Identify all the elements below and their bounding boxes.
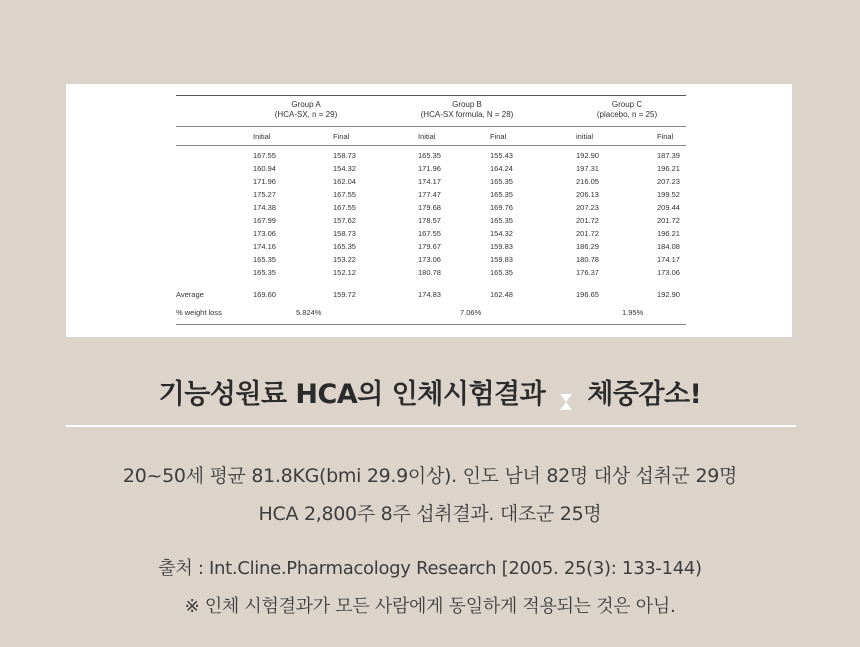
group-sub: (HCA-SX, n = 29) [274,110,338,119]
table-cell: 177.47 [418,190,441,199]
headline-right: 체중감소! [587,379,702,410]
group-name: Group C [611,100,643,109]
header-rule [176,126,686,127]
table-cell: 174.17 [657,255,680,264]
table-cell: 196.21 [657,229,680,238]
table-cell: 152.12 [333,268,356,277]
col-header: Final [333,132,350,141]
col-header: Initial [418,132,436,141]
table-cell: 154.32 [490,229,513,238]
table-cell: 167.55 [333,190,356,199]
col-header: Final [490,132,507,141]
table-cell: 173.06 [418,255,441,264]
table-cell: 165.35 [253,255,276,264]
group-c-header [567,100,687,120]
col-header: Final [657,132,674,141]
col-header: initial [576,132,594,141]
table-cell: 164.24 [490,164,513,173]
table-cell: 178.57 [418,216,441,225]
table-cell: 167.55 [333,203,356,212]
table-cell: 173.06 [253,229,276,238]
study-description-line2: HCA 2,800주 8주 섭취결과. 대조군 25명 [258,503,602,525]
table-cell: 176.37 [576,268,599,277]
table-cell: 167.55 [253,151,276,160]
table-cell: 187.39 [657,151,680,160]
table-cell: 179.68 [418,203,441,212]
average-cell: 174.83 [418,290,441,299]
table-cell: 158.73 [333,151,356,160]
table-cell: 207.23 [576,203,599,212]
weight-loss-cell: 5.824% [296,308,322,317]
table-cell: 174.17 [418,177,441,186]
table-cell: 169.76 [490,203,513,212]
col-header: Initial [253,132,271,141]
table-cell: 171.96 [418,164,441,173]
table-cell: 201.72 [576,229,599,238]
group-name: Group A [291,100,321,109]
headline-left: 기능성원료 HCA의 인체시험결과 [158,379,546,410]
table-cell: 196.21 [657,164,680,173]
table-cell: 162.04 [333,177,356,186]
average-cell: 159.72 [333,290,356,299]
col-header-rule [176,145,686,146]
table-cell: 165.35 [253,268,276,277]
group-a-header [246,100,366,120]
weight-loss-cell: 1.95% [622,308,644,317]
table-cell: 154.32 [333,164,356,173]
table-cell: 179.67 [418,242,441,251]
weight-loss-cell: 7.06% [460,308,482,317]
table-cell: 201.72 [576,216,599,225]
source-citation: 출처 : Int.Cline.Pharmacology Research [2005. 25(3): 133-144) [158,558,702,579]
average-label: Average [176,290,204,299]
group-b-header [407,100,527,120]
disclaimer-note: ※ 인체 시험결과가 모든 사람에게 동일하게 적용되는 것은 아님. [184,596,676,617]
headline [0,372,860,411]
study-table-card [66,84,792,337]
study-description-line1: 20~50세 평균 81.8KG(bmi 29.9이상). 인도 남녀 82명 대상 섭취군 29명 [122,465,738,487]
table-cell: 206.13 [576,190,599,199]
table-cell: 173.06 [657,268,680,277]
group-sub: (placebo, n = 25) [596,110,658,119]
table-cell: 192.90 [576,151,599,160]
table-cell: 180.78 [576,255,599,264]
table-cell: 186.29 [576,242,599,251]
table-cell: 165.35 [490,190,513,199]
table-cell: 216.05 [576,177,599,186]
table-top-rule [176,95,686,96]
table-cell: 165.35 [490,177,513,186]
table-cell: 165.35 [490,216,513,225]
table-cell: 184.08 [657,242,680,251]
table-cell: 167.99 [253,216,276,225]
table-cell: 157.62 [333,216,356,225]
table-cell: 159.83 [490,255,513,264]
table-cell: 175.27 [253,190,276,199]
table-cell: 209.44 [657,203,680,212]
table-cell: 165.35 [418,151,441,160]
table-cell: 155.43 [490,151,513,160]
weight-loss-label: % weight loss [176,308,222,317]
table-cell: 174.38 [253,203,276,212]
table-cell: 165.35 [333,242,356,251]
hourglass-icon [559,387,573,405]
table-cell: 197.31 [576,164,599,173]
average-cell: 169.60 [253,290,276,299]
average-cell: 196.65 [576,290,599,299]
table-cell: 171.96 [253,177,276,186]
table-cell: 199.52 [657,190,680,199]
group-sub: (HCA-SX formula, N = 28) [420,110,514,119]
table-cell: 153.22 [333,255,356,264]
table-cell: 160.94 [253,164,276,173]
table-cell: 180.78 [418,268,441,277]
study-table [176,92,686,332]
section-divider [66,425,796,427]
table-cell: 158.73 [333,229,356,238]
table-cell: 165.35 [490,268,513,277]
average-cell: 162.48 [490,290,513,299]
table-cell: 201.72 [657,216,680,225]
table-cell: 174.16 [253,242,276,251]
table-cell: 207.23 [657,177,680,186]
table-bottom-rule [176,324,686,325]
average-cell: 192.90 [657,290,680,299]
table-cell: 159.83 [490,242,513,251]
group-name: Group B [452,100,482,109]
table-cell: 167.55 [418,229,441,238]
